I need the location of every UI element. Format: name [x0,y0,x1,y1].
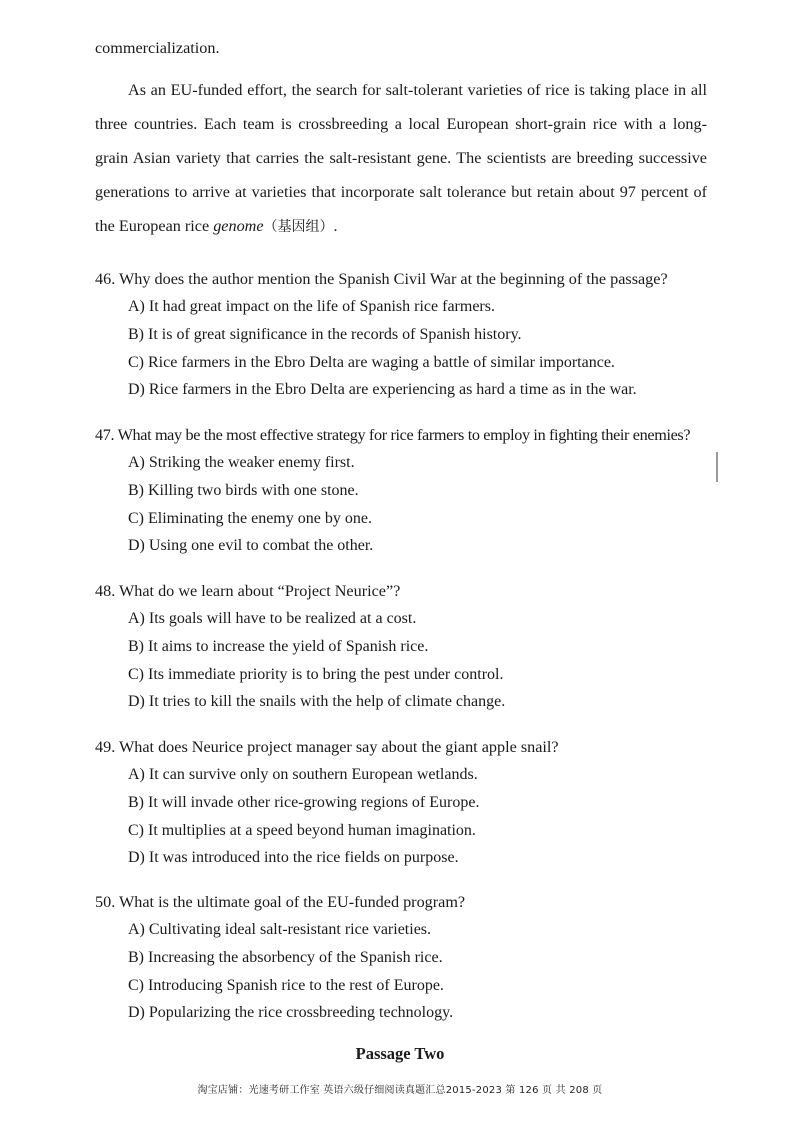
option-b: B) It aims to increase the yield of Spanish rice. [128,637,429,655]
option-c: C) Rice farmers in the Ebro Delta are waging a battle of similar importance. [128,353,615,371]
section-heading: Passage Two [355,1044,445,1063]
option-c: C) It multiplies at a speed beyond human imagination. [128,821,476,839]
option-d: D) Popularizing the rice crossbreeding technology. [128,1004,454,1022]
option-c: C) Eliminating the enemy one by one. [128,509,372,527]
option-list [95,293,715,404]
option-list [95,916,715,1027]
option-list [95,449,715,560]
option-c: C) Introducing Spanish rice to the rest of Europe. [128,976,444,994]
margin-mark [716,452,718,482]
option-a: A) Its goals will have to be realized at a cost. [128,610,417,627]
passage-paragraph [95,73,707,244]
question-stem: 48. What do we learn about “Project Neurice”? [95,582,401,600]
question-50 [95,888,715,1027]
paragraph-text: As an EU-funded effort, the search for salt-tolerant varieties of rice is taking place in all three countries. Each team is crossbreeding a local European short-grain rice with a long-grain Asian variety that carries the salt-resistant gene. The scientists are breeding successive generations to arrive at varieties that incorporate salt tolerance but retain about 97 percent of the European rice [95,81,707,235]
option-c: C) Its immediate priority is to bring the pest under control. [128,665,504,683]
term-gloss: （基因组） [263,219,334,235]
option-list [95,605,715,716]
option-d: D) Using one evil to combat the other. [128,537,374,555]
question-47 [95,421,715,560]
option-d: D) Rice farmers in the Ebro Delta are experiencing as hard a time as in the war. [128,381,637,399]
question-stem: 50. What is the ultimate goal of the EU-funded program? [95,893,466,911]
question-49 [95,733,715,872]
question-stem: 49. What does Neurice project manager say about the giant apple snail? [95,738,559,756]
option-a: A) Striking the weaker enemy first. [128,454,355,471]
option-a: A) It had great impact on the life of Spanish rice farmers. [128,298,495,315]
option-b: B) It is of great significance in the records of Spanish history. [128,325,522,343]
option-b: B) It will invade other rice-growing regions of Europe. [128,793,480,811]
option-a: A) Cultivating ideal salt-resistant rice varieties. [128,921,432,938]
option-d: D) It was introduced into the rice fields on purpose. [128,849,459,867]
term-genome: genome [213,217,264,235]
option-d: D) It tries to kill the snails with the help of climate change. [128,693,506,711]
question-stem: 46. Why does the author mention the Spanish Civil War at the beginning of the passage? [95,270,668,288]
page-footer: 淘宝店铺：光速考研工作室 英语六级仔细阅读真题汇总2015-2023 第 126 页 共 208 页 [197,1085,603,1096]
question-stem: 47. What may be the most effective strategy for rice farmers to employ in fighting their enemies? [95,426,691,444]
passage-continuation: commercialization. [95,39,220,57]
option-a: A) It can survive only on southern European wetlands. [128,766,478,783]
option-list [95,761,715,872]
option-b: B) Killing two birds with one stone. [128,481,359,499]
paragraph-end: . [333,217,338,235]
option-b: B) Increasing the absorbency of the Spanish rice. [128,948,443,966]
question-48 [95,577,715,716]
question-46 [95,265,715,404]
